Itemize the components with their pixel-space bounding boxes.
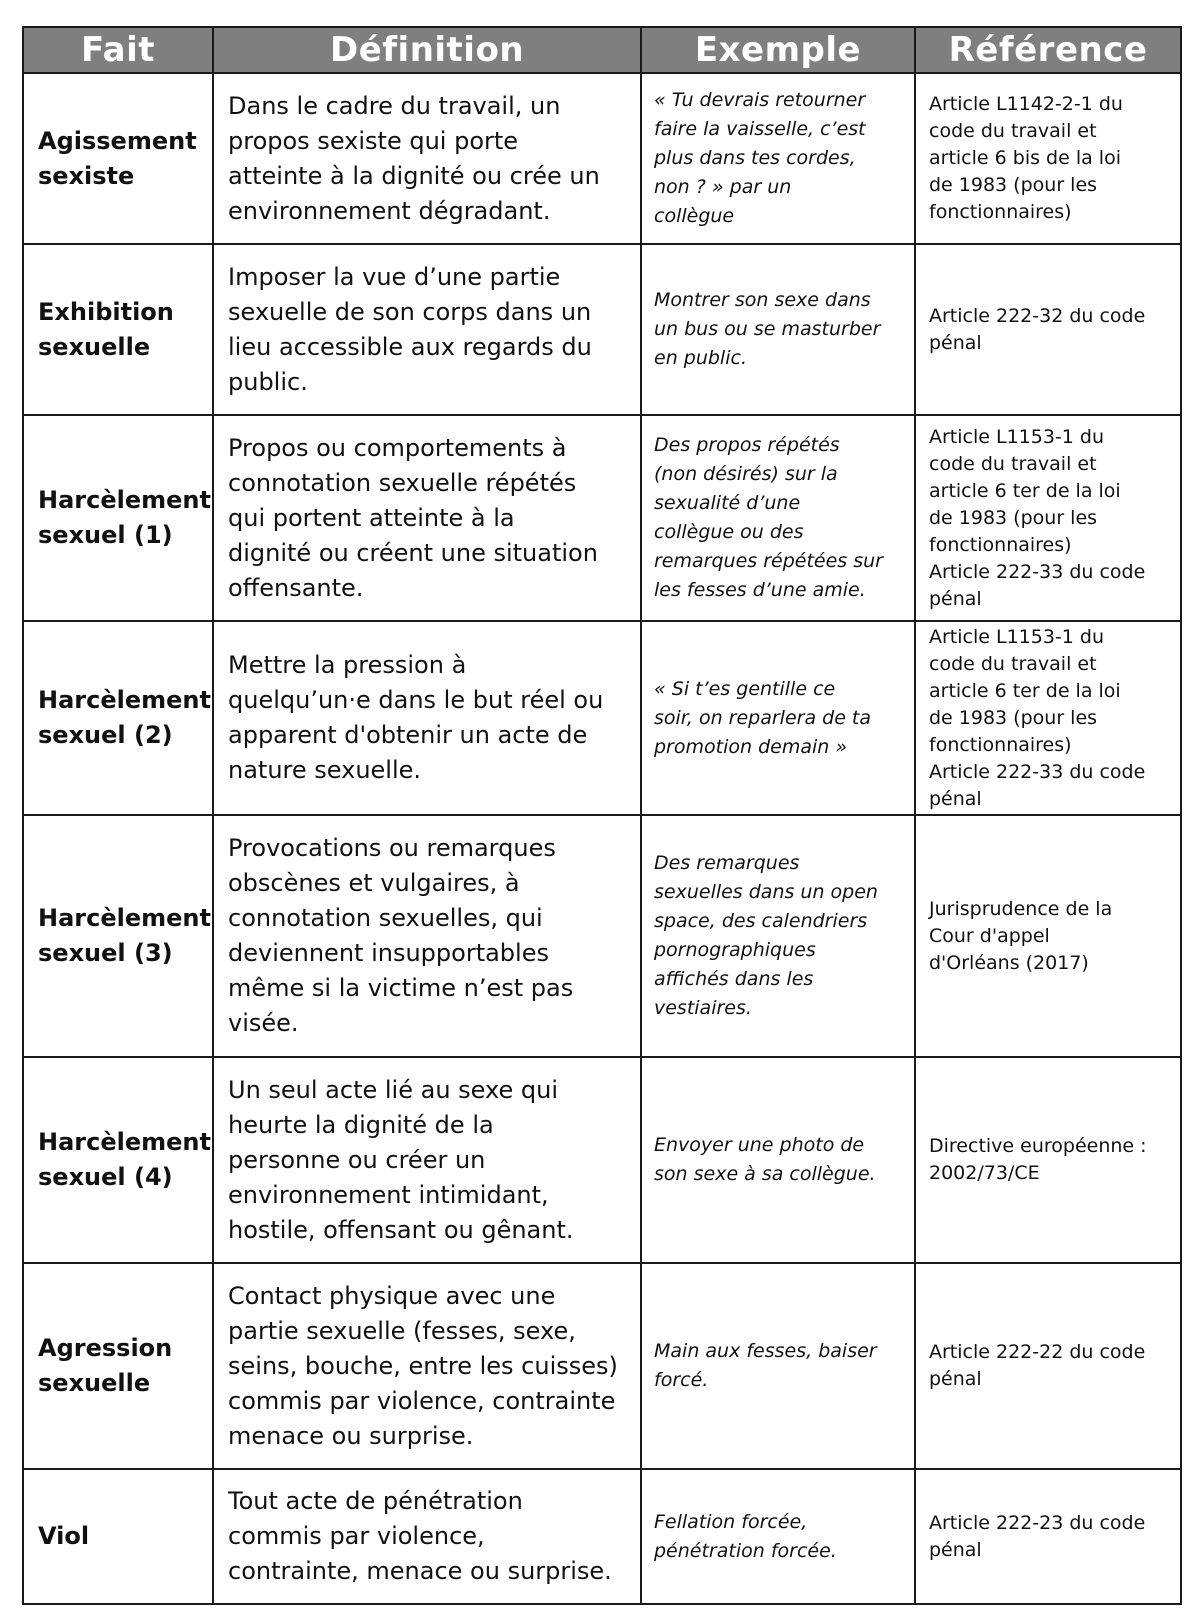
exemple-cell-line: soir, on reparlera de ta xyxy=(654,706,872,729)
definition-cell xyxy=(213,815,641,1057)
exemple-cell-line: forcé. xyxy=(654,1369,709,1391)
fait-cell-line: sexuelle xyxy=(38,332,151,361)
definition-cell-line: apparent d'obtenir un acte de xyxy=(228,721,588,749)
definition-cell-line: connotation sexuelles, qui xyxy=(228,904,543,932)
reference-cell-line: pénal xyxy=(929,1538,982,1561)
table-row xyxy=(23,415,1181,621)
definition-cell xyxy=(213,415,641,621)
reference-cell-line: fonctionnaires) xyxy=(929,733,1072,756)
exemple-cell-line: « Tu devrais retourner xyxy=(654,89,866,111)
definition-cell xyxy=(213,1057,641,1263)
exemple-cell-line: sexuelles dans un open xyxy=(654,881,878,903)
reference-cell-line: de 1983 (pour les xyxy=(929,506,1098,529)
exemple-cell-line: Des propos répétés xyxy=(654,434,840,456)
exemple-cell-line: vestiaires. xyxy=(654,997,752,1019)
header-definition: Définition xyxy=(213,27,641,73)
reference-cell-line: article 6 bis de la loi xyxy=(929,147,1121,169)
exemple-cell-line: les fesses d’une amie. xyxy=(654,579,866,601)
reference-cell-line: pénal xyxy=(929,587,982,610)
exemple-cell xyxy=(641,244,915,415)
reference-cell-line: Directive européenne : xyxy=(929,1135,1147,1157)
reference-cell-line: 2002/73/CE xyxy=(929,1162,1040,1184)
exemple-cell-line: remarques répétées sur xyxy=(654,550,883,572)
reference-cell-line: Article 222-33 du code xyxy=(929,560,1146,583)
reference-cell xyxy=(915,1469,1181,1604)
definition-cell-line: quelqu’un·e dans le but réel ou xyxy=(228,686,604,714)
exemple-cell-line: en public. xyxy=(654,347,747,369)
definition-cell-line: contrainte, menace ou surprise. xyxy=(228,1557,612,1585)
definition-cell-line: commis par violence, xyxy=(228,1522,485,1550)
definition-cell-line: offensante. xyxy=(228,573,364,602)
exemple-cell-line: Envoyer une photo de xyxy=(654,1134,865,1156)
definition-cell-line: Un seul acte lié au sexe qui xyxy=(228,1075,558,1104)
definition-cell-line: connotation sexuelle répétés xyxy=(228,468,577,497)
table-row xyxy=(23,815,1181,1057)
definition-cell-line: Provocations ou remarques xyxy=(228,834,556,862)
reference-cell-line: code du travail et xyxy=(929,120,1097,142)
reference-cell xyxy=(915,621,1181,815)
reference-cell-line: pénal xyxy=(929,787,982,810)
definition-cell-line: menace ou surprise. xyxy=(228,1421,474,1450)
reference-cell-line: Article L1142-2-1 du xyxy=(929,93,1123,115)
exemple-cell xyxy=(641,415,915,621)
fait-cell xyxy=(23,1469,213,1604)
definition-cell-line: qui portent atteinte à la xyxy=(228,503,515,532)
fait-cell xyxy=(23,415,213,621)
fait-cell-line: Viol xyxy=(38,1522,90,1550)
definition-cell-line: environnement dégradant. xyxy=(228,196,551,225)
fait-cell xyxy=(23,621,213,815)
fait-cell-line: Harcèlement xyxy=(38,686,211,714)
fait-cell-line: Agression xyxy=(38,1334,173,1362)
reference-cell-line: Article L1153-1 du xyxy=(929,625,1105,648)
definition-cell-line: partie sexuelle (fesses, sexe, xyxy=(228,1316,576,1345)
header-reference: Référence xyxy=(915,27,1181,73)
definition-cell xyxy=(213,73,641,244)
definition-cell-line: Contact physique avec une xyxy=(228,1281,556,1310)
table-row xyxy=(23,244,1181,415)
reference-cell-line: Article 222-23 du code xyxy=(929,1511,1146,1534)
table-row xyxy=(23,621,1181,815)
reference-cell xyxy=(915,1263,1181,1469)
exemple-cell-line: Fellation forcée, xyxy=(654,1510,808,1533)
reference-cell xyxy=(915,73,1181,244)
definition-cell-line: même si la victime n’est pas xyxy=(228,974,574,1002)
definition-cell-line: propos sexiste qui porte xyxy=(228,126,519,155)
exemple-cell-line: Main aux fesses, baiser xyxy=(654,1340,877,1362)
reference-cell-line: code du travail et xyxy=(929,652,1097,675)
fait-cell-line: sexuel (3) xyxy=(38,939,173,967)
header-exemple: Exemple xyxy=(641,27,915,73)
reference-cell-line: code du travail et xyxy=(929,452,1097,475)
exemple-cell xyxy=(641,1469,915,1604)
reference-cell-line: fonctionnaires) xyxy=(929,533,1072,556)
exemple-cell xyxy=(641,815,915,1057)
exemple-cell-line: promotion demain » xyxy=(654,735,848,758)
exemple-cell-line: sexualité d’une xyxy=(654,492,801,514)
definition-cell xyxy=(213,1263,641,1469)
fait-cell xyxy=(23,1057,213,1263)
exemple-cell-line: non ? » par un xyxy=(654,176,792,198)
fait-cell-line: sexuel (2) xyxy=(38,721,173,749)
definition-cell-line: commis par violence, contrainte xyxy=(228,1386,616,1415)
definition-cell-line: hostile, offensant ou gênant. xyxy=(228,1215,574,1244)
table-row xyxy=(23,1263,1181,1469)
fait-cell-line: sexuel (4) xyxy=(38,1163,173,1191)
definition-cell-line: Mettre la pression à xyxy=(228,651,467,679)
definition-cell-line: public. xyxy=(228,367,308,396)
table-header-row xyxy=(23,27,1181,73)
exemple-cell xyxy=(641,1263,915,1469)
definition-cell-line: nature sexuelle. xyxy=(228,756,422,784)
table-row xyxy=(23,1469,1181,1604)
exemple-cell xyxy=(641,621,915,815)
definition-cell-line: visée. xyxy=(228,1009,299,1037)
definition-cell-line: environnement intimidant, xyxy=(228,1180,549,1209)
definition-cell-line: personne ou créer un xyxy=(228,1145,486,1174)
exemple-cell-line: « Si t’es gentille ce xyxy=(654,677,836,700)
reference-cell-line: Article 222-33 du code xyxy=(929,760,1146,783)
reference-cell-line: pénal xyxy=(929,1368,982,1390)
facts-table xyxy=(22,26,1182,1605)
reference-cell-line: article 6 ter de la loi xyxy=(929,679,1121,702)
definition-cell-line: heurte la dignité de la xyxy=(228,1110,494,1139)
reference-cell-line: Article L1153-1 du xyxy=(929,425,1105,448)
fait-cell-line: sexuelle xyxy=(38,1369,151,1397)
fait-cell-line: sexiste xyxy=(38,161,135,190)
definition-cell xyxy=(213,244,641,415)
exemple-cell-line: Montrer son sexe dans xyxy=(654,289,871,311)
reference-cell-line: pénal xyxy=(929,331,982,354)
exemple-cell-line: (non désirés) sur la xyxy=(654,463,838,485)
fait-cell-line: Exhibition xyxy=(38,297,174,326)
reference-cell-line: article 6 ter de la loi xyxy=(929,479,1121,502)
definition-cell-line: Dans le cadre du travail, un xyxy=(228,91,561,120)
definition-cell-line: Tout acte de pénétration xyxy=(228,1487,523,1515)
exemple-cell-line: collègue xyxy=(654,205,735,227)
definition-cell-line: Imposer la vue d’une partie xyxy=(228,262,561,291)
exemple-cell-line: pénétration forcée. xyxy=(654,1539,837,1562)
reference-cell-line: d'Orléans (2017) xyxy=(929,951,1089,974)
reference-cell xyxy=(915,1057,1181,1263)
definition-cell-line: atteinte à la dignité ou crée un xyxy=(228,161,600,190)
reference-cell-line: de 1983 (pour les xyxy=(929,706,1098,729)
reference-cell-line: Cour d'appel xyxy=(929,924,1050,947)
definition-cell xyxy=(213,1469,641,1604)
reference-cell-line: fonctionnaires) xyxy=(929,201,1072,223)
exemple-cell-line: affichés dans les xyxy=(654,968,814,990)
table-body xyxy=(23,73,1181,1604)
exemple-cell-line: pornographiques xyxy=(654,939,816,961)
definition-cell-line: lieu accessible aux regards du xyxy=(228,332,592,361)
table-row xyxy=(23,73,1181,244)
definition-cell-line: deviennent insupportables xyxy=(228,939,549,967)
reference-cell xyxy=(915,244,1181,415)
reference-cell-line: Article 222-32 du code xyxy=(929,304,1146,327)
definition-cell-line: dignité ou créent une situation xyxy=(228,538,598,567)
definition-cell-line: obscènes et vulgaires, à xyxy=(228,869,520,897)
definition-cell-line: seins, bouche, entre les cuisses) xyxy=(228,1351,618,1380)
reference-cell-line: Jurisprudence de la xyxy=(929,897,1113,920)
exemple-cell-line: faire la vaisselle, c’est xyxy=(654,118,866,140)
fait-cell-line: Agissement xyxy=(38,126,197,155)
exemple-cell-line: plus dans tes cordes, xyxy=(654,147,856,169)
exemple-cell-line: Des remarques xyxy=(654,852,800,874)
fait-cell-line: Harcèlement xyxy=(38,486,211,514)
fait-cell-line: sexuel (1) xyxy=(38,521,173,549)
fait-cell xyxy=(23,244,213,415)
fait-cell-line: Harcèlement xyxy=(38,1128,211,1156)
fait-cell-line: Harcèlement xyxy=(38,904,211,932)
fait-cell xyxy=(23,73,213,244)
definition-cell xyxy=(213,621,641,815)
exemple-cell-line: space, des calendriers xyxy=(654,910,868,932)
fait-cell xyxy=(23,815,213,1057)
exemple-cell-line: collègue ou des xyxy=(654,521,804,543)
exemple-cell xyxy=(641,73,915,244)
fait-cell xyxy=(23,1263,213,1469)
exemple-cell xyxy=(641,1057,915,1263)
header-fait: Fait xyxy=(23,27,213,73)
table-row xyxy=(23,1057,1181,1263)
definition-cell-line: sexuelle de son corps dans un xyxy=(228,297,592,326)
reference-cell-line: de 1983 (pour les xyxy=(929,174,1098,196)
reference-cell xyxy=(915,415,1181,621)
exemple-cell-line: un bus ou se masturber xyxy=(654,318,881,340)
exemple-cell-line: son sexe à sa collègue. xyxy=(654,1163,876,1185)
reference-cell-line: Article 222-22 du code xyxy=(929,1341,1146,1363)
definition-cell-line: Propos ou comportements à xyxy=(228,433,567,462)
reference-cell xyxy=(915,815,1181,1057)
